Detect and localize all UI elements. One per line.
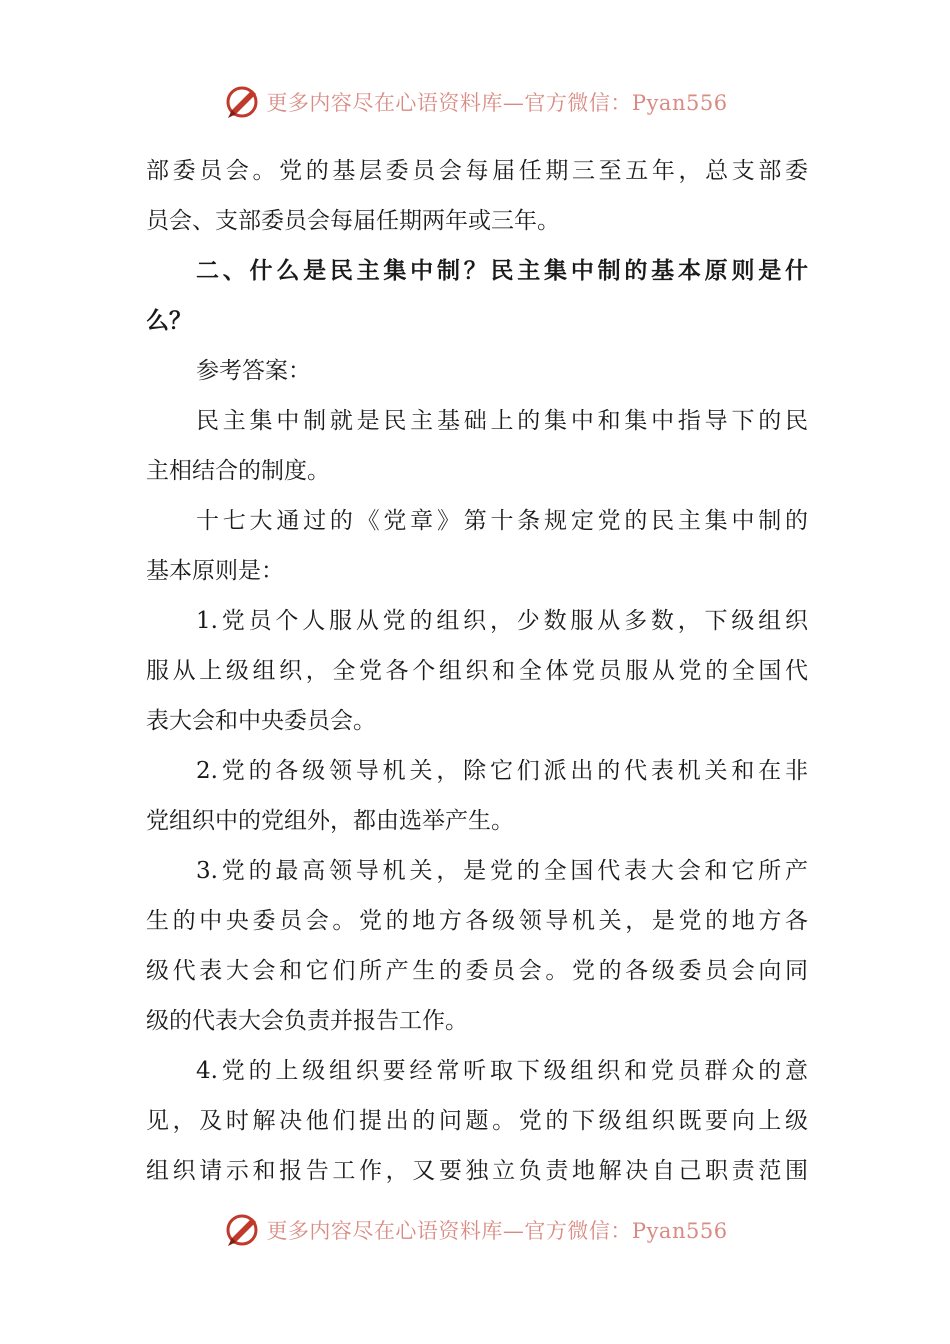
list-item-4: 4.党的上级组织要经常听取下级组织和党员群众的意 [196,1058,808,1084]
pen-logo-icon [222,1210,262,1250]
text-line: 生的中央委员会。党的地方各级领导机关，是党的地方各 [146,908,808,934]
text-line: 服从上级组织，全党各个组织和全体党员服从党的全国代 [146,658,808,684]
pen-logo-icon [222,82,262,122]
text-line: 基本原则是： [146,558,284,584]
list-item-1: 1.党员个人服从党的组织，少数服从多数，下级组织 [196,608,808,634]
text-line: 主相结合的制度。 [146,458,330,484]
document-body [146,146,808,1196]
text-line: 党组织中的党组外，都由选举产生。 [146,808,514,834]
text-line: 级代表大会和它们所产生的委员会。党的各级委员会向同 [146,958,808,984]
text-line: 员会、支部委员会每届任期两年或三年。 [146,208,560,234]
text-line: 组织请示和报告工作，又要独立负责地解决自己职责范围 [146,1158,808,1184]
list-item-2: 2.党的各级领导机关，除它们派出的代表机关和在非 [196,758,808,784]
header-watermark [0,80,950,124]
answer-label: 参考答案： [196,358,311,384]
section-heading-continued: 么？ [146,308,192,334]
text-line: 十七大通过的《党章》第十条规定党的民主集中制的 [196,508,808,534]
watermark-text: 更多内容尽在心语资料库—官方微信：Pyan556 [266,1219,728,1243]
text-line: 部委员会。党的基层委员会每届任期三至五年，总支部委 [146,158,808,184]
section-heading: 二、什么是民主集中制？民主集中制的基本原则是什 [196,258,808,284]
text-line: 级的代表大会负责并报告工作。 [146,1008,468,1034]
text-line: 见，及时解决他们提出的问题。党的下级组织既要向上级 [146,1108,808,1134]
text-line: 民主集中制就是民主基础上的集中和集中指导下的民 [196,408,808,434]
watermark-text: 更多内容尽在心语资料库—官方微信：Pyan556 [266,91,728,115]
text-line: 表大会和中央委员会。 [146,708,376,734]
list-item-3: 3.党的最高领导机关，是党的全国代表大会和它所产 [196,858,808,884]
footer-watermark [0,1208,950,1252]
